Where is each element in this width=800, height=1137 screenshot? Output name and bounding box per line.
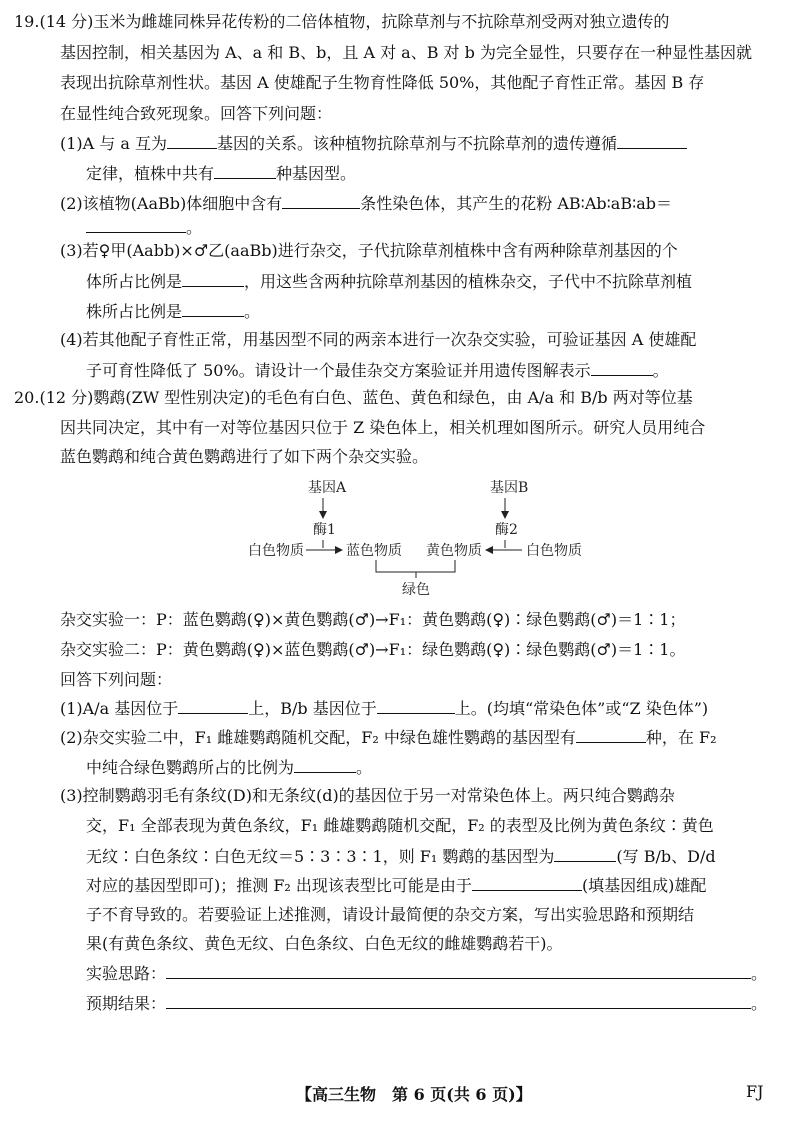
answer-blank[interactable]: [294, 757, 356, 773]
q20-part-1: [60, 698, 800, 719]
q19-part-1-line-1: [60, 133, 800, 154]
text: 定律，植株中共有: [86, 164, 215, 183]
answer-blank[interactable]: [377, 698, 455, 714]
q20-part-3-line-6: 果(有黄色条纹、黄色无纹、白色条纹、白色无纹的雌雄鹦鹉若干)。: [86, 934, 563, 953]
bracket-combine: [376, 560, 455, 572]
white-substance-right: 白色物质: [526, 543, 582, 559]
expected-result-blank[interactable]: [166, 993, 751, 1009]
answer-blank[interactable]: [167, 133, 217, 149]
text: (填基因组成)雄配: [581, 876, 707, 895]
q19-part-3-line-1: (3)若♀甲(Aabb)×♂乙(aaBb)进行杂交，子代抗除草剂植株中含有两种除草剂基因的个: [60, 241, 678, 260]
answer-blank[interactable]: [617, 133, 687, 149]
expected-result-label: 预期结果：: [86, 994, 167, 1013]
text: 子可育性降低了 50%。请设计一个最佳杂交方案验证并用遗传图解表示: [86, 361, 591, 380]
answer-blank[interactable]: [282, 193, 360, 209]
answer-blank[interactable]: [182, 271, 244, 287]
text: 。: [244, 302, 261, 321]
q20-part-3-line-4: [86, 875, 800, 896]
text: 。: [356, 758, 373, 777]
footer-code: FJ: [746, 1082, 764, 1101]
text: 基因的关系。该种植物抗除草剂与不抗除草剂的遗传遵循: [217, 134, 618, 153]
text: 。: [652, 361, 669, 380]
text: 。: [751, 994, 768, 1013]
text: 种基因型。: [276, 164, 357, 183]
q20-part-3-line-3: [86, 846, 800, 867]
text: 中纯合绿色鹦鹉所占的比例为: [86, 758, 295, 777]
answer-blank[interactable]: [472, 875, 582, 891]
answer-blank[interactable]: [86, 217, 186, 233]
text: 。: [186, 218, 203, 237]
text: (1)A 与 a 互为: [60, 134, 168, 153]
q20-experiment-2: 杂交实验二：P：黄色鹦鹉(♀)×蓝色鹦鹉(♂)→F₁：绿色鹦鹉(♀)∶绿色鹦鹉(♂)＝1∶1。: [60, 640, 686, 659]
text: 体所占比例是: [86, 272, 183, 291]
text: 无纹∶白色条纹∶白色无纹＝5∶3∶3∶1，则 F₁ 鹦鹉的基因型为: [86, 847, 555, 866]
white-substance-left: 白色物质: [248, 543, 304, 559]
text: 对应的基因型即可)；推测 F₂ 出现该表型比可能是由于: [86, 876, 472, 895]
text: 株所占比例是: [86, 302, 183, 321]
answer-blank[interactable]: [576, 727, 646, 743]
text: (2)该植物(AaBb)体细胞中含有: [60, 194, 283, 213]
text: 种，在 F₂: [645, 728, 717, 747]
q19-line-1: 19.(14 分)玉米为雌雄同株异花传粉的二倍体植物，抗除草剂与不抗除草剂受两对独立遗传的: [14, 12, 670, 31]
gene-a-label: 基因A: [308, 480, 347, 496]
answer-blank[interactable]: [178, 698, 248, 714]
green-label: 绿色: [402, 582, 430, 598]
footer-subject-page: 【高三生物 第 6 页(共 6 页)】: [296, 1085, 532, 1104]
q19-part-1-line-2: [86, 163, 800, 184]
experiment-idea-row: [86, 963, 800, 984]
q20-ask: 回答下列问题：: [60, 670, 173, 689]
q20-part-3-line-1: (3)控制鹦鹉羽毛有条纹(D)和无条纹(d)的基因位于另一对常染色体上。两只纯合鹦鹉杂: [60, 786, 675, 805]
q20-part-2-line-1: [60, 727, 800, 748]
text: 上，B/b 基因位于: [248, 699, 377, 718]
text: 条性染色体，其产生的花粉 AB∶Ab∶aB∶ab＝: [360, 194, 673, 213]
text: 。: [751, 964, 768, 983]
text: 上。(均填“常染色体”或“Z 染色体”): [454, 699, 709, 718]
answer-blank[interactable]: [554, 846, 616, 862]
q19-part-4-line-2: [86, 360, 800, 381]
answer-blank[interactable]: [182, 301, 244, 317]
q19-part-2-line-2: [86, 217, 800, 238]
q20-experiment-1: 杂交实验一：P：蓝色鹦鹉(♀)×黄色鹦鹉(♂)→F₁：黄色鹦鹉(♀)∶绿色鹦鹉(♂)＝1∶1；: [60, 610, 686, 629]
text: (1)A/a 基因位于: [60, 699, 179, 718]
q20-part-3-line-5: 子不育导致的。若要验证上述推测，请设计最简便的杂交方案，写出实验思路和预期结: [86, 905, 695, 924]
enzyme1-label: 酶1: [313, 522, 336, 538]
enzyme2-label: 酶2: [495, 522, 518, 538]
q20-line-3: 蓝色鹦鹉和纯合黄色鹦鹉进行了如下两个杂交实验。: [60, 447, 429, 466]
q20-line-2: 因共同决定，其中有一对等位基因只位于 Z 染色体上，相关机理如图所示。研究人员用纯合: [60, 418, 706, 437]
yellow-substance: 黄色物质: [426, 543, 482, 559]
expected-result-row: [86, 993, 800, 1014]
experiment-idea-blank[interactable]: [166, 963, 751, 979]
answer-blank[interactable]: [214, 163, 276, 179]
q20-line-1: 20.(12 分)鹦鹉(ZW 型性别决定)的毛色有白色、蓝色、黄色和绿色，由 A/a 和 B/b 两对等位基: [14, 388, 693, 407]
q19-line-2: 基因控制，相关基因为 A、a 和 B、b，且 A 对 a、B 对 b 为完全显性，只要存在一种显性基因就: [60, 43, 752, 62]
blue-substance: 蓝色物质: [346, 543, 402, 559]
experiment-idea-label: 实验思路：: [86, 964, 167, 983]
gene-b-label: 基因B: [490, 480, 529, 496]
q20-part-3-line-2: 交，F₁ 全部表现为黄色条纹，F₁ 雌雄鹦鹉随机交配，F₂ 的表型及比例为黄色条纹∶黄色: [86, 816, 714, 835]
q19-line-3: 表现出抗除草剂性状。基因 A 使雄配子生物育性降低 50%，其他配子育性正常。基因 B 存: [60, 73, 705, 92]
text: (2)杂交实验二中，F₁ 雌雄鹦鹉随机交配，F₂ 中绿色雄性鹦鹉的基因型有: [60, 728, 576, 747]
pigment-pathway-diagram: [230, 478, 590, 598]
answer-blank[interactable]: [591, 360, 653, 376]
text: ，用这些含两种抗除草剂基因的植株杂交，子代中不抗除草剂植: [244, 272, 693, 291]
q19-part-4-line-1: (4)若其他配子育性正常，用基因型不同的两亲本进行一次杂交实验，可验证基因 A 使雄配: [60, 330, 697, 349]
text: (写 B/b、D/d: [616, 847, 716, 866]
q20-part-2-line-2: [86, 757, 800, 778]
q19-part-2-line-1: [60, 193, 800, 214]
q19-line-4: 在显性纯合致死现象。回答下列问题：: [60, 104, 333, 123]
q19-part-3-line-3: [86, 301, 800, 322]
q19-part-3-line-2: [86, 271, 800, 292]
